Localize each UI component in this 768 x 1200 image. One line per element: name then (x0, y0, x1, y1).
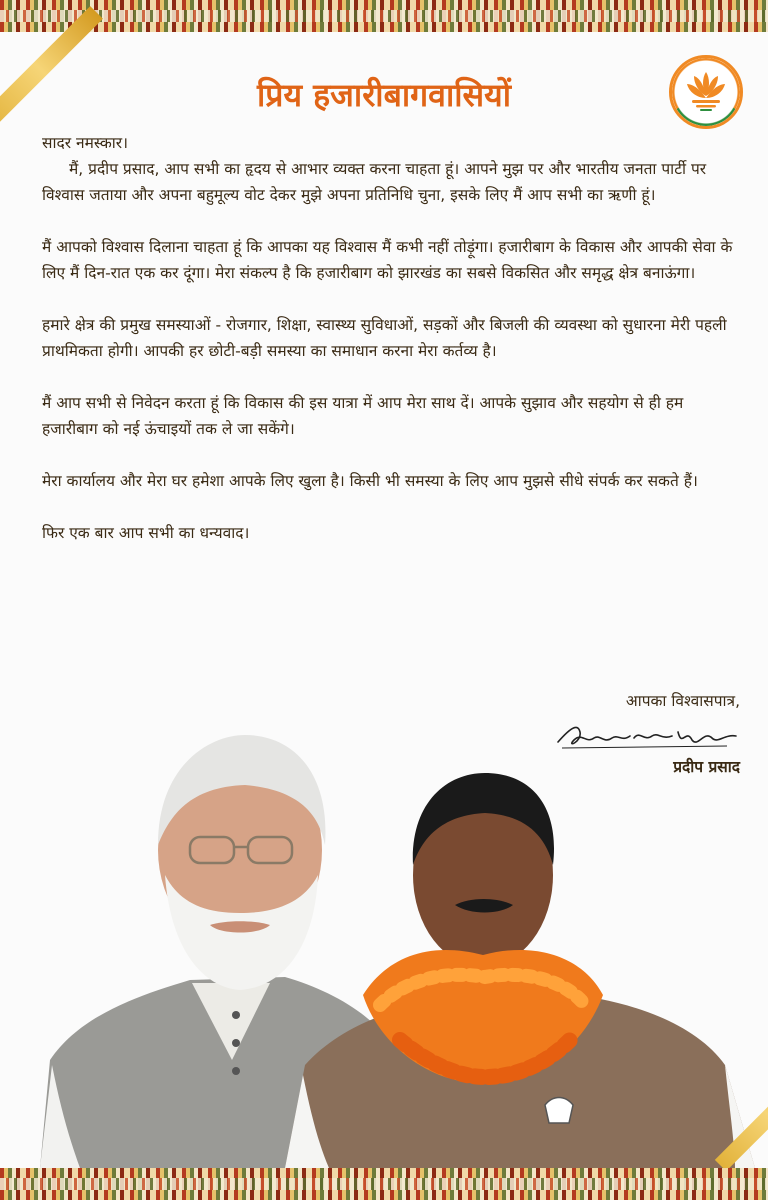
letter-paragraph-2: मैं आपको विश्वास दिलाना चाहता हूं कि आपका यह विश्वास मैं कभी नहीं तोड़ूंगा। हजारीबाग के विकास और आपकी सेवा के लिए मैं दिन-रात एक कर दूंगा। मेरा संकल्प है कि हजारीबाग को झारखंड का सबसे विकसित और समृद्ध क्षेत्र बनाऊंगा। (42, 238, 733, 282)
lotus-icon (672, 58, 740, 126)
signer-name: प्रदीप प्रसाद (673, 758, 740, 776)
letter-paragraph-1: मैं, प्रदीप प्रसाद, आप सभी का हृदय से आभार व्यक्त करना चाहता हूं। आपने मुझ पर और भारतीय जनता पार्टी पर विश्वास जताया और अपना बहुमूल्य वोट देकर मुझे अपना प्रतिनिधि चुना, इसके लिए मैं आप सभी का ऋणी हूं। (42, 160, 707, 204)
handwritten-signature (552, 718, 742, 756)
portrait-right (285, 765, 755, 1168)
top-decorative-border (0, 0, 768, 32)
bottom-decorative-border (0, 1168, 768, 1200)
closing-text: आपका विश्वासपात्र, (625, 692, 740, 710)
party-logo (669, 55, 743, 129)
letter-paragraph-4: मैं आप सभी से निवेदन करता हूं कि विकास की इस यात्रा में आप मेरा साथ दें। आपके सुझाव और सहयोग से ही हम हजारीबाग को नई ऊंचाइयों तक ले जा सकेंगे। (42, 394, 684, 438)
letter-greeting: सादर नमस्कार। (42, 134, 129, 152)
letter-paragraph-5: मेरा कार्यालय और मेरा घर हमेशा आपके लिए खुला है। किसी भी समस्या के लिए आप मुझसे सीधे संपर्क कर सकते हैं। (42, 472, 698, 490)
letter-paragraph-3: हमारे क्षेत्र की प्रमुख समस्याओं - रोजगार, शिक्षा, स्वास्थ्य सुविधाओं, सड़कों और बिजली की व्यवस्था को सुधारना मेरी पहली प्राथमिकता होगी। आपकी हर छोटी-बड़ी समस्या का समाधान करना मेरा कर्तव्य है। (42, 316, 727, 360)
letter-title: प्रिय हजारीबागवासियों (256, 76, 512, 114)
letter-body (42, 130, 742, 572)
letter-paragraph-6: फिर एक बार आप सभी का धन्यवाद। (42, 524, 250, 542)
